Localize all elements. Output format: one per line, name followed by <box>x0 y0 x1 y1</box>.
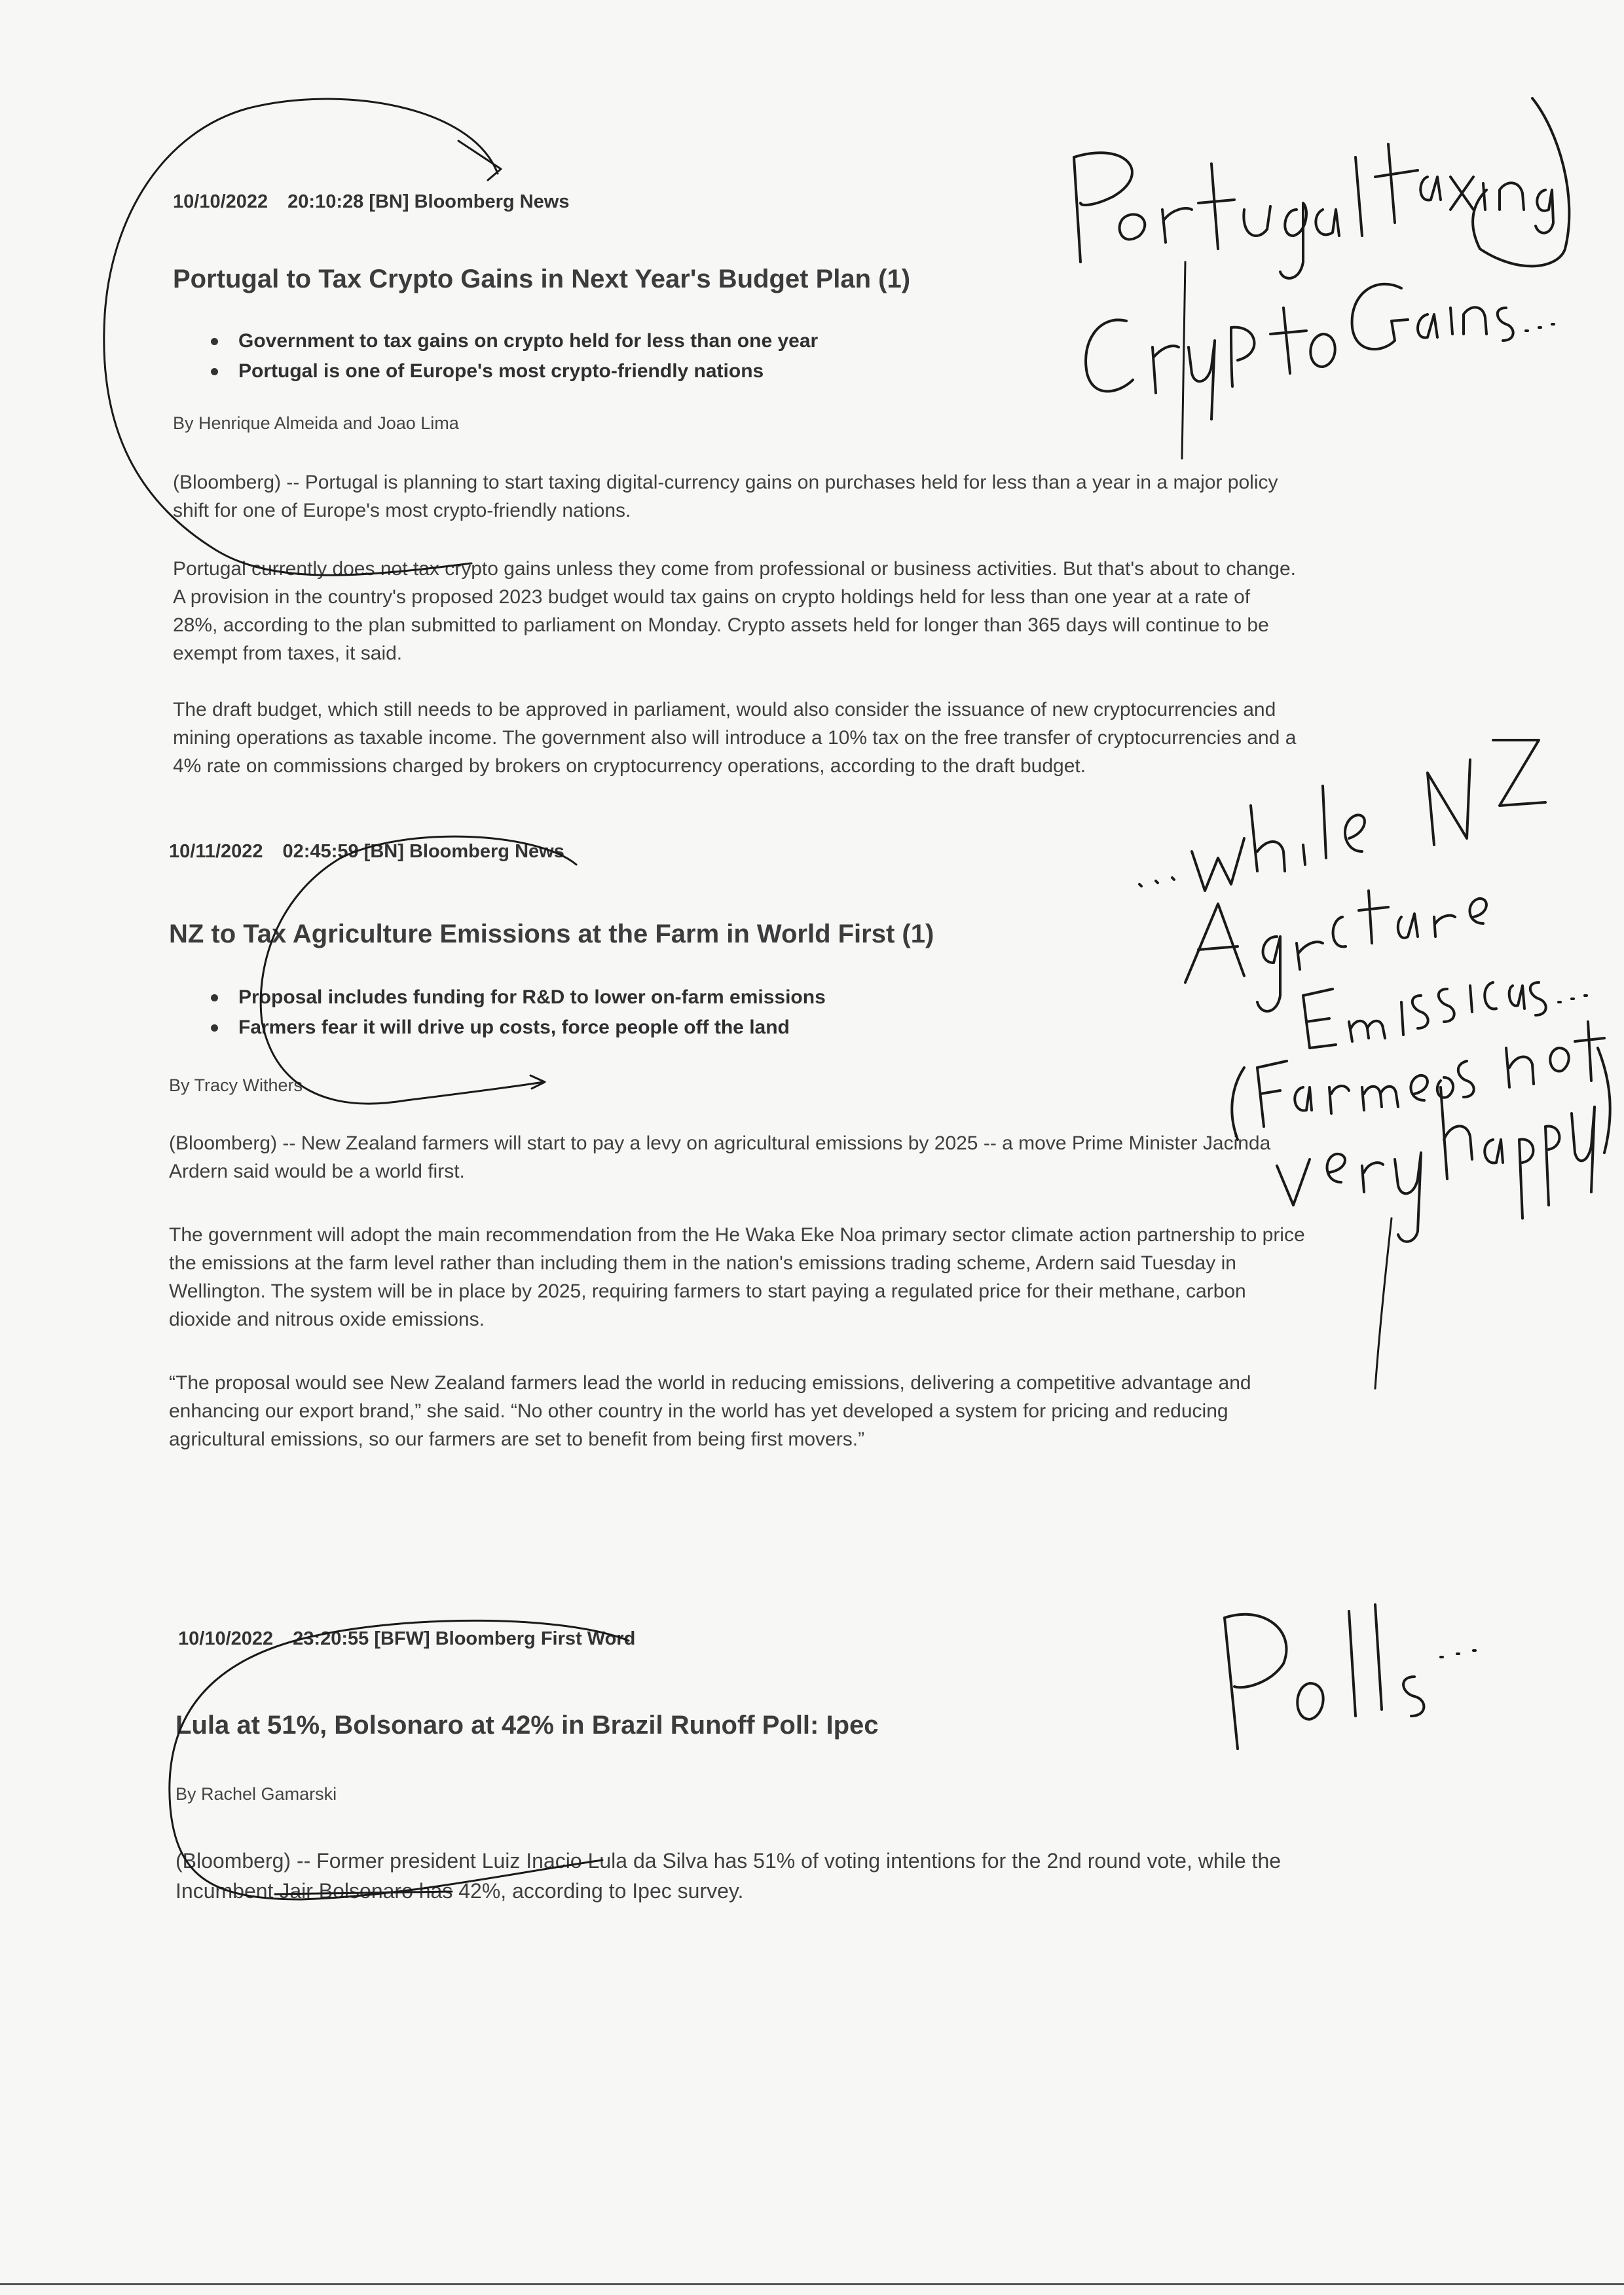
article-time: 02:45:59 <box>282 841 359 862</box>
bullet-item: Proposal includes funding for R&D to lower on-farm emissions <box>211 982 826 1013</box>
article-date: 10/11/2022 <box>169 841 263 862</box>
article-bullets <box>211 326 818 386</box>
article-headline: Portugal to Tax Crypto Gains in Next Year's Budget Plan (1) <box>173 265 911 293</box>
article-meta <box>169 841 564 863</box>
article-paragraph: The draft budget, which still needs to be approved in parliament, would also consider the issuance of new cryptocurrencies and mining operations as taxable income. The government also will introduce a 10% tax on the free transfer of cryptocurrencies and a 4% rate on commissions charged by brokers on cryptocurrency operations, according to the draft budget. <box>173 699 1297 777</box>
pen-bracket-nz <box>261 836 576 1104</box>
article-byline: By Henrique Almeida and Joao Lima <box>173 413 459 433</box>
article-source: [BN] Bloomberg News <box>369 191 570 212</box>
note-portugal-ink <box>1074 144 1553 278</box>
article-paragraph: “The proposal would see New Zealand farmers lead the world in reducing emissions, delivering a competitive advantage and enhancing our export brand,” she said. “No other country in the world has yet developed a system for pricing and reducing agricultural emissions, so our farmers are set to benefit from being first movers.” <box>169 1372 1251 1450</box>
article-headline: Lula at 51%, Bolsonaro at 42% in Brazil Runoff Poll: Ipec <box>175 1711 879 1740</box>
article-date: 10/10/2022 <box>173 191 268 212</box>
bullet-item: Government to tax gains on crypto held for less than one year <box>211 326 818 356</box>
article-time: 20:10:28 <box>287 191 364 212</box>
article-bullets <box>211 982 826 1043</box>
article-paragraph: (Bloomberg) -- Portugal is planning to start taxing digital-currency gains on purchases held for less than a year in a major policy shift for one of Europe's most crypto-friendly nations. <box>173 472 1278 521</box>
note-portugal-stem <box>1182 262 1185 458</box>
article-paragraph: The government will adopt the main recommendation from the He Waka Eke Noa primary sector climate action partnership to price the emissions at the farm level rather than including them in the nation's emissions trading scheme, Ardern said Tuesday in Wellington. The system will be in place by 2025, requiring farmers to start paying a regulated price for their methane, carbon dioxide and nitrous oxide emissions. <box>169 1224 1305 1330</box>
note-nz-ink-5 <box>1277 1048 1610 1242</box>
page-bottom-rule <box>0 2283 1624 2285</box>
article-time: 23:20:55 <box>293 1628 369 1649</box>
article-headline: NZ to Tax Agriculture Emissions at the Farm in World First (1) <box>169 920 934 948</box>
note-polls-ink <box>1225 1605 1475 1749</box>
note-nz-ink-4 <box>1232 1022 1604 1140</box>
note-portugal-ink-2 <box>1086 98 1569 419</box>
article-source: [BN] Bloomberg News <box>363 841 564 862</box>
bullet-item: Farmers fear it will drive up costs, force people off the land <box>211 1013 826 1043</box>
article-source: [BFW] Bloomberg First Word <box>374 1628 636 1649</box>
note-nz-ink-2 <box>1185 891 1486 1011</box>
note-nz-ink-3 <box>1303 982 1587 1048</box>
article-paragraph: Portugal currently does not tax crypto gains unless they come from professional or business activities. But that's about to change. A provision in the country's proposed 2023 budget would tax gains on crypto holdings held for less than one year at a rate of 28%, according to the plan submitted to parliament on Monday. Crypto assets held for longer than 365 days will continue to be exempt from taxes, it said. <box>173 558 1296 664</box>
article-paragraph: (Bloomberg) -- Former president Luiz Inacio Lula da Silva has 51% of voting intentions for the 2nd round vote, while the Incumbent Jair Bolsonaro has 42%, according to Ipec survey. <box>175 1849 1282 1903</box>
article-meta <box>178 1628 635 1650</box>
bullet-item: Portugal is one of Europe's most crypto-friendly nations <box>211 356 818 386</box>
article-date: 10/10/2022 <box>178 1628 274 1649</box>
article-meta <box>173 191 569 213</box>
article-byline: By Tracy Withers <box>169 1075 303 1095</box>
article-paragraph: (Bloomberg) -- New Zealand farmers will start to pay a levy on agricultural emissions by 2025 -- a move Prime Minister Jacinda Ardern said would be a world first. <box>169 1132 1271 1182</box>
note-nz-stem <box>1375 1218 1392 1389</box>
article-byline: By Rachel Gamarski <box>175 1784 337 1804</box>
